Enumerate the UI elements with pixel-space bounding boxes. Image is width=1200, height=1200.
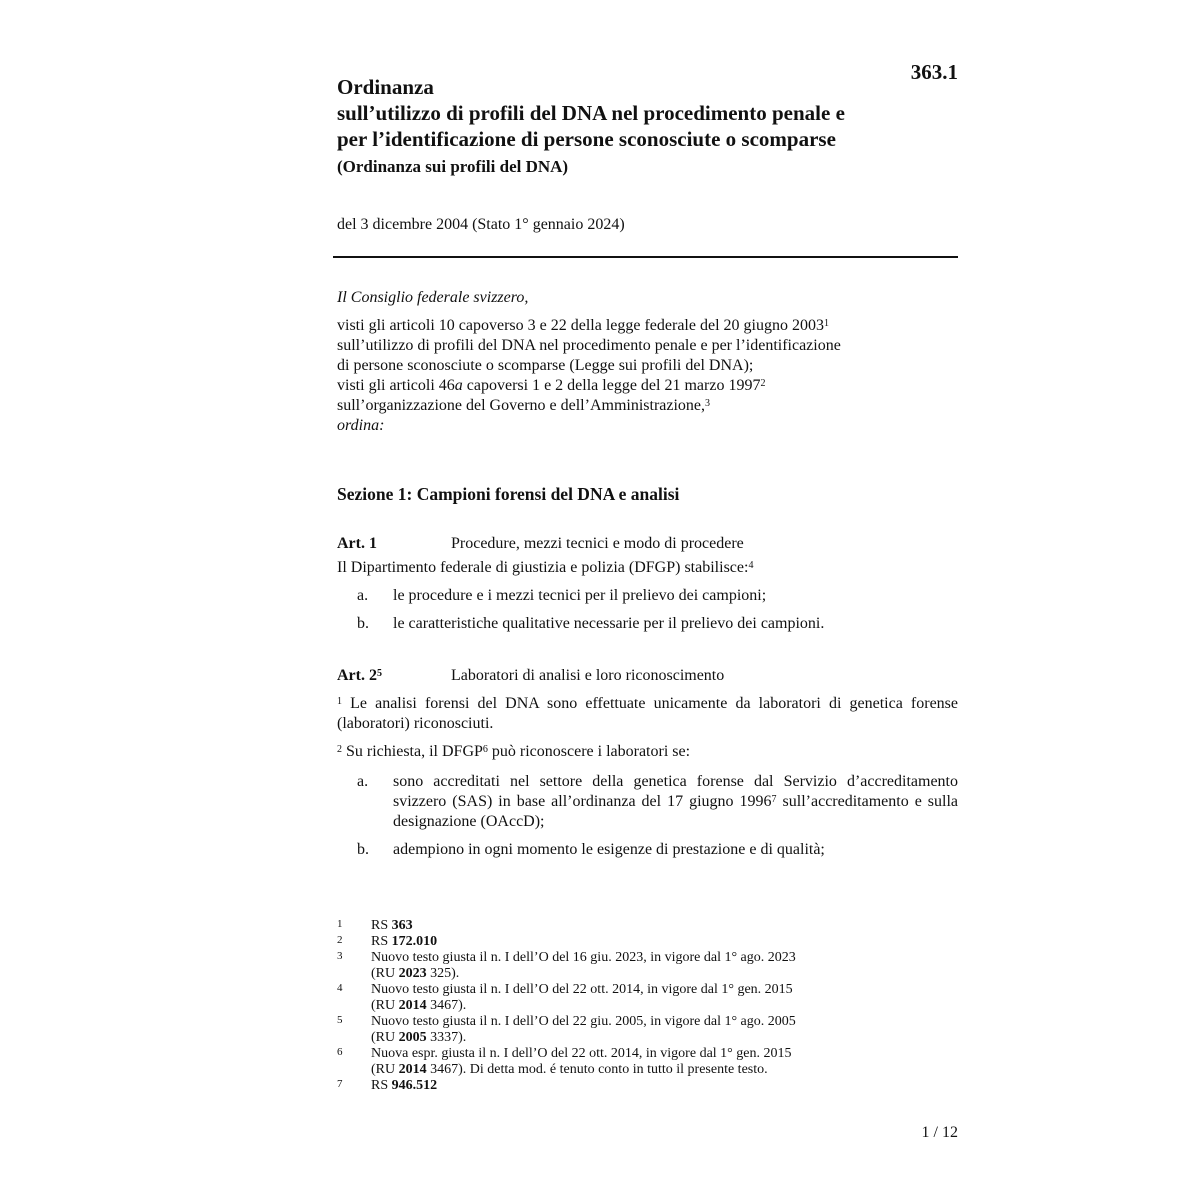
footnote-ref[interactable]: 7 [771, 794, 777, 805]
list-item [337, 586, 958, 606]
page-number: 1 / 12 [921, 1124, 958, 1141]
footnote-ref[interactable]: 3 [705, 398, 711, 409]
list-item-text: adempiono in ogni momento le esigenze di prestazione e di qualità; [393, 841, 825, 858]
list-item [337, 614, 958, 634]
footnote [337, 1046, 877, 1078]
footnote-number: 5 [337, 1014, 343, 1026]
footnote-number: 3 [337, 950, 343, 962]
paragraph-number: 1 [337, 696, 342, 707]
footnote-ref[interactable]: 1 [823, 318, 829, 329]
footnotes [337, 918, 877, 1094]
header-divider [333, 256, 958, 258]
title-line: sull’utilizzo di profili del DNA nel procedimento penale e [337, 101, 845, 125]
article-paragraph-2 [337, 742, 958, 762]
list-item-label: b. [357, 615, 369, 632]
document-date: del 3 dicembre 2004 (Stato 1° gennaio 2024) [337, 216, 625, 233]
article-header [337, 666, 958, 686]
footnote-text: Nuovo testo giusta il n. I dell’O del 22 giu. 2005, in vigore dal 1° ago. 2005 (RU 2005 3337). [371, 1014, 796, 1045]
footnote-ref[interactable]: 4 [748, 560, 754, 571]
footnote-text: Nuovo testo giusta il n. I dell’O del 22 ott. 2014, in vigore dal 1° gen. 2015 (RU 2014 3467). [371, 982, 793, 1013]
article-intro [337, 558, 958, 578]
paragraph-text: Su richiesta, il DFGP [342, 743, 483, 760]
footnote [337, 1014, 877, 1046]
section-heading: Sezione 1: Campioni forensi del DNA e analisi [337, 484, 680, 504]
list-item-label: b. [357, 841, 369, 858]
list-item-text: le procedure e i mezzi tecnici per il prelievo dei campioni; [393, 587, 767, 604]
preamble-text: visti gli articoli 10 capoverso 3 e 22 della legge federale del 20 giugno 2003 [337, 317, 824, 334]
document-number: 363.1 [910, 60, 958, 84]
article-1 [337, 534, 958, 634]
footnote-number: 1 [337, 918, 343, 930]
preamble [337, 288, 958, 436]
footnote-text: RS 946.512 [371, 1078, 438, 1093]
article-paragraph-1 [337, 694, 958, 734]
article-heading: Procedure, mezzi tecnici e modo di procedere [451, 535, 744, 552]
preamble-paragraph-1 [337, 316, 958, 376]
footnote-text: RS 172.010 [371, 934, 438, 949]
footnote [337, 934, 877, 950]
footnote [337, 950, 877, 982]
paragraph-text: può riconoscere i laboratori se: [487, 743, 691, 760]
preamble-ordina: ordina: [337, 417, 385, 434]
document-title [337, 74, 958, 152]
document-page [337, 60, 959, 1141]
paragraph-text: Le analisi forensi del DNA sono effettuate unicamente da laboratori di genetica forense (laboratori) riconosciuti. [337, 695, 958, 732]
preamble-text: sull’utilizzo di profili del DNA nel procedimento penale e per l’identificazione [337, 337, 841, 354]
footnote-number: 6 [337, 1046, 343, 1058]
footnote [337, 982, 877, 1014]
list-item-text-part: sull’accreditamento e sulla designazione (OAccD); [393, 793, 959, 830]
footnote [337, 918, 877, 934]
article-intro-text: Il Dipartimento federale di giustizia e polizia (DFGP) stabilisce: [337, 559, 749, 576]
article-number: Art. 1 [337, 535, 377, 552]
footnote-ref[interactable]: 5 [376, 668, 382, 679]
footnote-text: Nuova espr. giusta il n. I dell’O del 22 ott. 2014, in vigore dal 1° gen. 2015 (RU 2014 3467). Di detta mod. é tenuto conto in tutto il presente testo. [371, 1046, 792, 1077]
preamble-text-italic: a [454, 377, 463, 394]
list-item-text: le caratteristiche qualitative necessarie per il prelievo dei campioni. [393, 615, 825, 632]
footnote-ref[interactable]: 6 [482, 744, 488, 755]
preamble-paragraph-2 [337, 376, 958, 416]
title-line: per l’identificazione di persone sconosciute o scomparse [337, 127, 836, 151]
document-subtitle: (Ordinanza sui profili del DNA) [337, 157, 569, 176]
list-item [337, 772, 958, 832]
footnote-text: RS 363 [371, 918, 413, 933]
article-header [337, 534, 958, 554]
footnote-ref[interactable]: 2 [760, 378, 766, 389]
preamble-body: Il Consiglio federale svizzero, [337, 289, 529, 306]
article-heading: Laboratori di analisi e loro riconoscimento [451, 667, 725, 684]
preamble-text: capoversi 1 e 2 della legge del 21 marzo 1997 [462, 377, 761, 394]
list-item-text-part: sono accreditati nel settore della genetica forense dal Servizio d’accreditamento svizzero (SAS) in base all’ordinanza del 17 giugno 1996 [393, 773, 958, 810]
preamble-text: sull’organizzazione del Governo e dell’Amministrazione, [337, 397, 706, 414]
article-2 [337, 666, 958, 860]
footnote [337, 1078, 877, 1094]
title-line: Ordinanza [337, 75, 434, 99]
list-item-label: a. [357, 587, 369, 604]
footnote-number: 7 [337, 1078, 343, 1090]
article-number [337, 666, 451, 686]
list-item [337, 840, 958, 860]
preamble-text: visti gli articoli 46 [337, 377, 455, 394]
footnote-text: Nuovo testo giusta il n. I dell’O del 16 giu. 2023, in vigore dal 1° ago. 2023 (RU 2023 325). [371, 950, 796, 981]
list-item-label: a. [357, 773, 369, 790]
paragraph-number: 2 [337, 744, 342, 755]
footnote-number: 2 [337, 934, 343, 946]
preamble-text: di persone sconosciute o scomparse (Legge sui profili del DNA); [337, 357, 754, 374]
article-number-text: Art. 2 [337, 667, 377, 684]
list-item-text [393, 772, 958, 832]
footnote-number: 4 [337, 982, 343, 994]
